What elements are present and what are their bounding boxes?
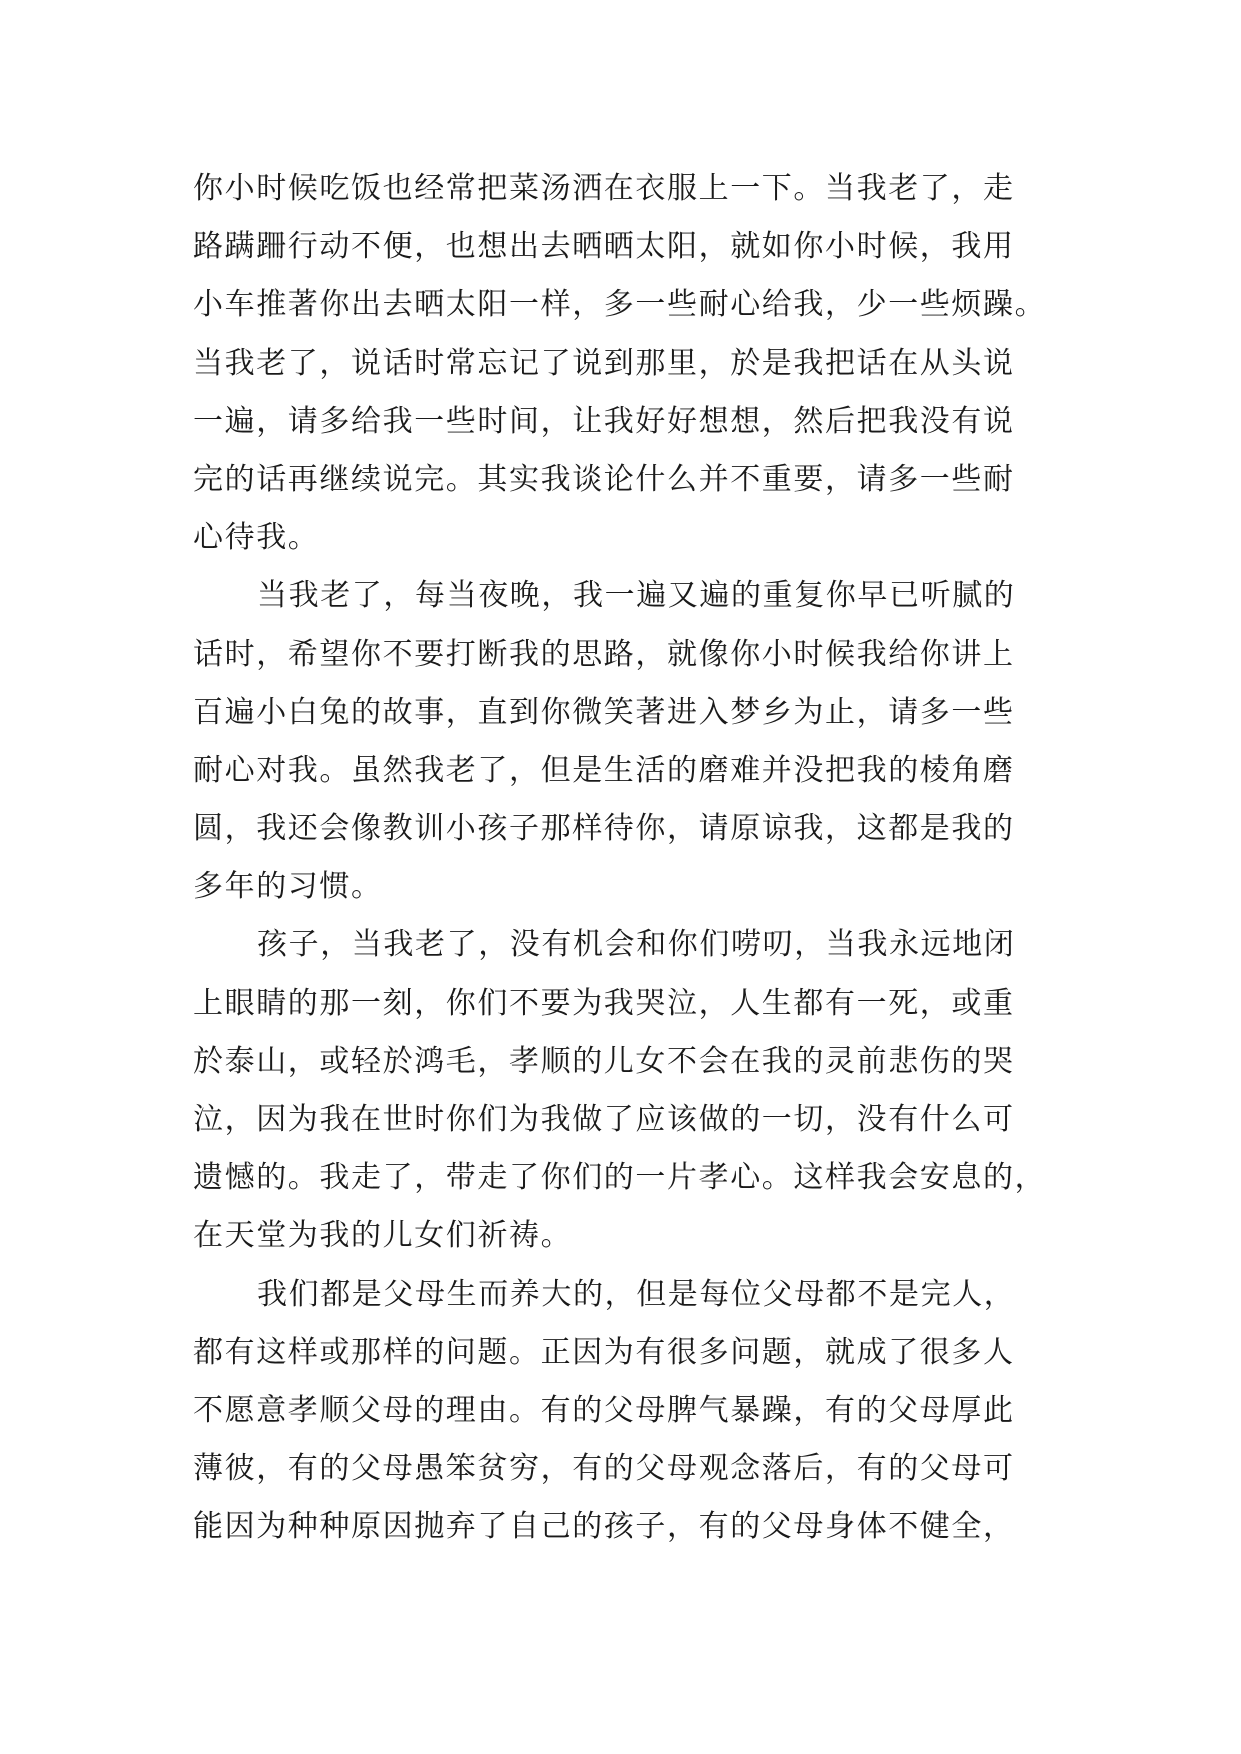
text-line: 百遍小白兔的故事，直到你微笑著进入梦乡为止，请多一些 [193,694,1015,730]
text-line: 泣，因为我在世时你们为我做了应该做的一切，没有什么可 [193,1102,1015,1137]
text-line: 薄彼，有的父母愚笨贫穷，有的父母观念落后，有的父母可 [193,1451,1015,1487]
text-line: 路蹒跚行动不便，也想出去晒晒太阳，就如你小时候，我用 [193,229,1015,265]
text-line: 於泰山，或轻於鸿毛，孝顺的儿女不会在我的灵前悲伤的哭 [193,1043,1015,1079]
text-line: 完的话再继续说完。其实我谈论什么并不重要，请多一些耐 [193,461,1015,497]
text-line: 在天堂为我的儿女们祈祷。 [193,1218,573,1254]
text-line: 不愿意孝顺父母的理由。有的父母脾气暴躁，有的父母厚此 [193,1392,1015,1428]
text-line: 你小时候吃饭也经常把菜汤洒在衣服上一下。当我老了，走 [193,171,1015,206]
text-line-paragraph-start: 当我老了，每当夜晚，我一遍又遍的重复你早已听腻的 [257,578,1016,614]
text-line: 当我老了，说话时常忘记了说到那里，於是我把话在从头说 [193,345,1015,381]
text-line: 能因为种种原因抛弃了自己的孩子，有的父母身体不健全， [193,1509,1015,1545]
text-line-paragraph-start: 我们都是父母生而养大的，但是每位父母都不是完人， [257,1276,1016,1312]
text-line: 话时，希望你不要打断我的思路，就像你小时候我给你讲上 [193,636,1015,672]
text-line: 耐心对我。虽然我老了，但是生活的磨难并没把我的棱角磨 [193,752,1015,788]
text-line: 遗憾的。我走了，带走了你们的一片孝心。这样我会安息的， [193,1160,1047,1196]
text-line: 上眼睛的那一刻，你们不要为我哭泣，人生都有一死，或重 [193,985,1015,1021]
text-line: 圆，我还会像教训小孩子那样待你，请原谅我，这都是我的 [193,811,1015,847]
text-line: 心待我。 [193,520,320,556]
body-text [193,160,1073,1557]
text-line: 一遍，请多给我一些时间，让我好好想想，然后把我没有说 [193,403,1015,439]
text-line: 都有这样或那样的问题。正因为有很多问题，就成了很多人 [193,1334,1015,1370]
text-line: 多年的习惯。 [193,869,383,905]
text-line-paragraph-start: 孩子，当我老了，没有机会和你们唠叨，当我永远地闭 [257,927,1016,963]
text-line: 小车推著你出去晒太阳一样，多一些耐心给我，少一些烦躁。 [193,287,1047,323]
